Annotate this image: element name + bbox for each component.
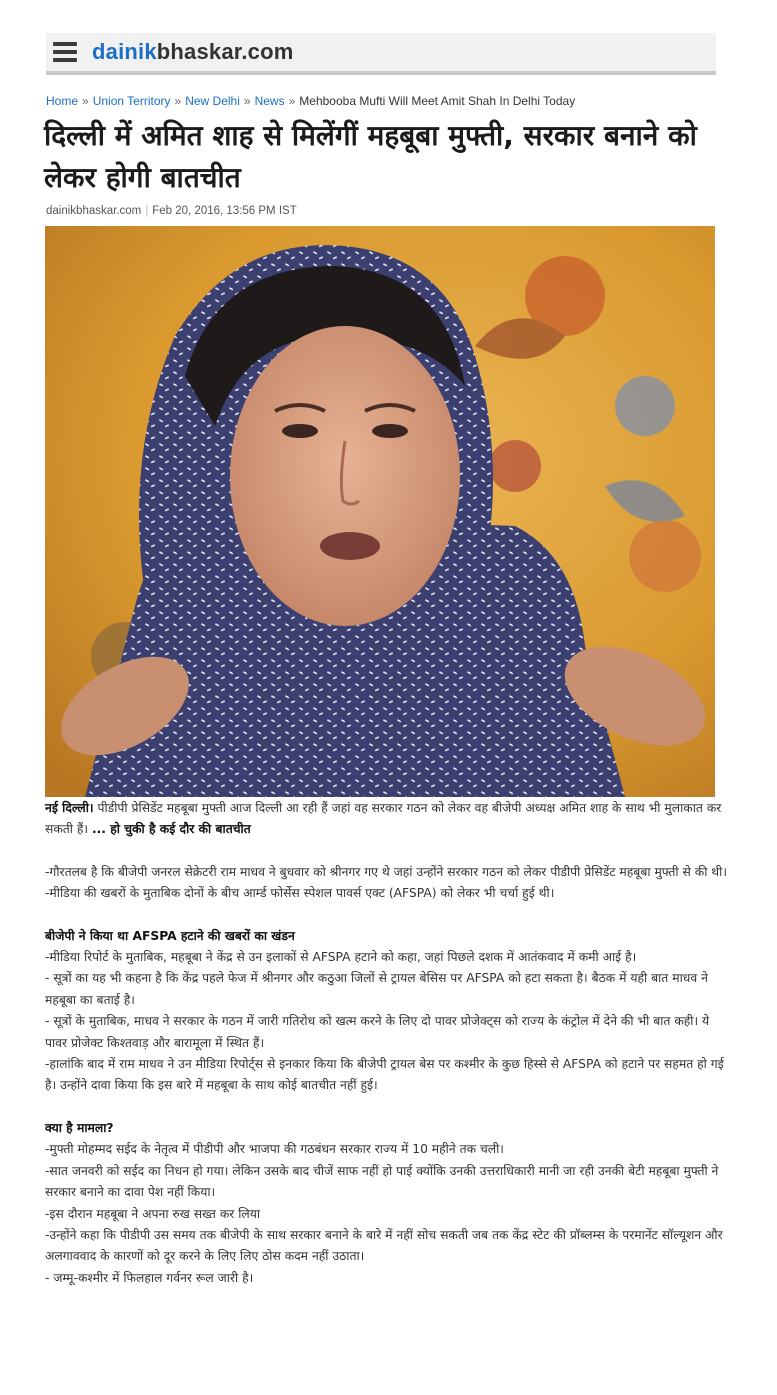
logo-part-dainik: dainik [92, 39, 157, 64]
site-header [46, 33, 716, 75]
breadcrumb [46, 94, 575, 108]
article-body [45, 798, 727, 1289]
section-heading [45, 1118, 727, 1139]
site-logo[interactable] [92, 38, 294, 66]
breadcrumb-news[interactable]: News [254, 94, 285, 108]
paragraph: - जम्मू-कश्मीर में फिलहाल गर्वनर रूल जारी है। [45, 1270, 254, 1285]
article-date: Feb 20, 2016, 13:56 PM IST [152, 205, 297, 217]
lead-more-link[interactable]: ... हो चुकी है कई दौर की बातचीत [91, 822, 251, 837]
breadcrumb-separator: » [288, 94, 296, 108]
paragraph: -गौरतलब है कि बीजेपी जनरल सेक्रेटरी राम माधव ने बुधवार को श्रीनगर गए थे जहां उन्होंने सरकार गठन को लेकर पीडीपी प्रेसिडेंट महबूबा मुफ्ती से की थी। [45, 864, 727, 879]
lead-text: पीडीपी प्रेसिडेंट महबूबा मुफ्ती आज दिल्ली आ रही हैं जहां वह सरकार गठन को लेकर वह बीजेपी अध्यक्ष अमित शाह के साथ भी मुलाकात कर सकती हैं। [45, 801, 722, 837]
hamburger-menu-icon[interactable] [53, 42, 77, 62]
breadcrumb-separator: » [174, 94, 182, 108]
breadcrumb-current: Mehbooba Mufti Will Meet Amit Shah In Delhi Today [299, 94, 576, 108]
paragraph: - सूत्रों के मुताबिक, माधव ने सरकार के गठन में जारी गतिरोध को खत्म करने के लिए दो पावर प्रोजेक्ट्स को राज्य के कंट्रोल में देने की भी बात कही। ये पावर प्रोजेक्ट किश्तवाड़ और बारामूला में स्थित हैं। [45, 1014, 710, 1050]
article-meta: dainikbhaskar.com | Feb 20, 2016, 13:56 PM IST [46, 205, 297, 217]
logo-part-bhaskar: bhaskar.com [156, 39, 294, 64]
breadcrumb-union-territory[interactable]: Union Territory [92, 94, 171, 108]
paragraph: -सात जनवरी को सईद का निधन हो गया। लेकिन उसके बाद चीजें साफ नहीं हो पाई क्योंकि उनकी उत्तराधिकारी मानी जा रही उनकी बेटी महबूबा मुफ्ती ने सरकार बनाने का दावा पेश नहीं किया। [45, 1163, 719, 1200]
paragraph: - सूत्रों का यह भी कहना है कि केंद्र पहले फेज में श्रीनगर और कठुआ जिलों से ट्रायल बेसिस पर AFSPA को हटा सकता है। बैठक में यही बात माधव ने महबूबा का बताई है। [45, 971, 708, 1007]
paragraph: -उन्होंने कहा कि पीडीपी उस समय तक बीजेपी के साथ सरकार बनाने के बारे में नहीं सोच सकती जब तक केंद्र स्टेट की प्रॉब्लम्स के परमानेंट सॉल्यूशन और अलगाववाद के कारणों को दूर करने के लिए लिए ठोस कदम नहीं उठाता। [45, 1227, 723, 1264]
breadcrumb-separator: » [82, 94, 89, 108]
section-heading [45, 926, 727, 947]
lead-place: नई दिल्ली। [45, 801, 94, 815]
paragraph: -इस दौरान महबूबा ने अपना रुख सख्त कर लिया [45, 1206, 261, 1221]
breadcrumb-new-delhi[interactable]: New Delhi [185, 94, 240, 108]
paragraph: -हालांकि बाद में राम माधव ने उन मीडिया रिपोर्ट्स से इनकार किया कि बीजेपी ट्रायल बेस पर कश्मीर के कुछ हिस्से से AFSPA को हटाने पर सहमत हो गई है। उन्होंने दावा किया कि इस बारे में महबूबा के साथ कोई बातचीत नहीं हुई। [45, 1057, 724, 1093]
section-heading-text: बीजेपी ने किया था AFSPA हटाने की खबरों का खंडन [45, 928, 295, 943]
article-title: दिल्ली में अमित शाह से मिलेंगीं महबूबा मुफ्ती, सरकार बनाने को लेकर होगी बातचीत [44, 119, 697, 194]
hero-photo-illustration [45, 226, 715, 797]
paragraph: -मीडिया की खबरों के मुताबिक दोनों के बीच आर्म्ड फोर्सेस स्पेशल पावर्स एक्ट (AFSPA) को लेकर भी चर्चा हुई थी। [45, 886, 555, 901]
paragraph: -मुफ्ती मोहम्मद सईद के नेतृत्व में पीडीपी और भाजपा की गठबंधन सरकार राज्य में 10 महीने तक चली। [45, 1142, 504, 1157]
article-source: dainikbhaskar.com [46, 205, 142, 217]
breadcrumb-home[interactable]: Home [46, 94, 79, 108]
paragraph: -मीडिया रिपोर्ट के मुताबिक, महबूबा ने केंद्र से उन इलाकों से AFSPA हटाने को कहा, जहां पिछले दशक में आतंकवाद में कमी आई है। [45, 950, 637, 965]
article-hero-image [45, 226, 715, 797]
breadcrumb-separator: » [243, 94, 251, 108]
article-lead [45, 798, 727, 841]
section-heading-text: क्या है मामला? [45, 1120, 114, 1135]
